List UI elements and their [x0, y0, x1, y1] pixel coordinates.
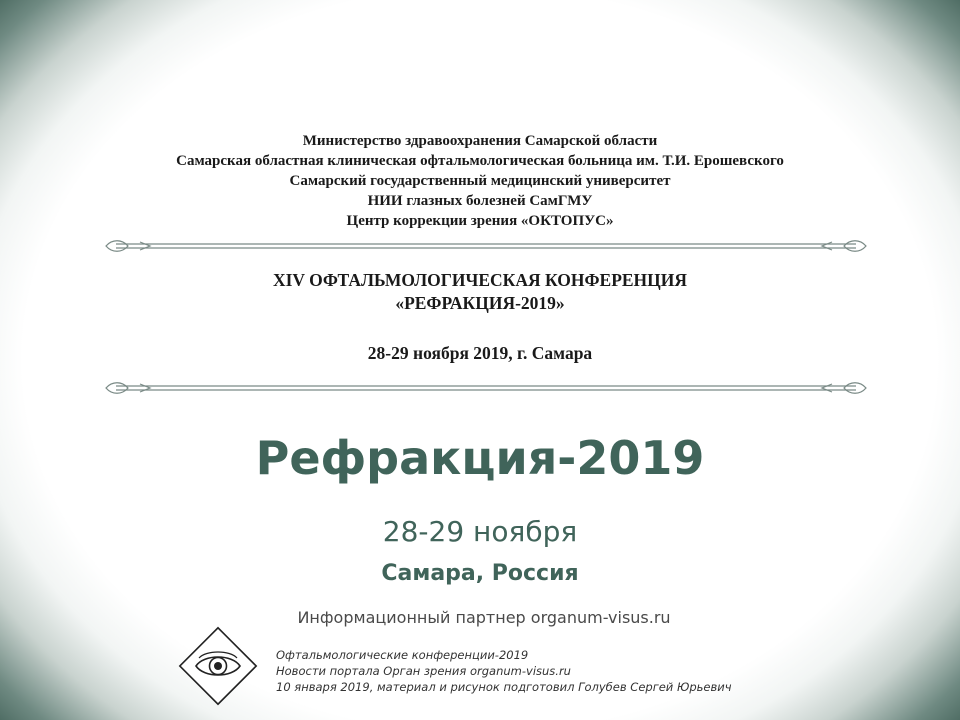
- conference-name: XIV ОФТАЛЬМОЛОГИЧЕСКАЯ КОНФЕРЕНЦИЯ: [272, 270, 688, 290]
- ornamental-divider-bottom: [104, 378, 868, 398]
- organizer-hospital: Самарская областная клиническая офтальмологическая больница им. Т.И. Ерошевского: [176, 153, 784, 169]
- footer-credits: [276, 647, 732, 695]
- organizers-block: [0, 131, 960, 231]
- footer-line-news: Новости портала Орган зрения organum-visus.ru: [276, 664, 571, 678]
- eye-icon: [172, 620, 264, 712]
- conference-heading: [0, 269, 960, 315]
- organizer-center: Центр коррекции зрения «ОКТОПУС»: [346, 213, 614, 229]
- organizer-institute: НИИ глазных болезней СамГМУ: [367, 193, 593, 209]
- organizer-university: Самарский государственный медицинский университет: [289, 173, 671, 189]
- footer-line-author: 10 января 2019, материал и рисунок подготовил Голубев Сергей Юрьевич: [276, 680, 732, 694]
- conference-subtitle: «РЕФРАКЦИЯ-2019»: [395, 293, 565, 313]
- event-city: Самара, Россия: [381, 561, 579, 586]
- page-title: Рефракция-2019: [255, 431, 705, 485]
- footer-line-conferences: Офтальмологические конференции-2019: [276, 648, 529, 662]
- organizer-ministry: Министерство здравоохранения Самарской области: [302, 133, 658, 149]
- conference-date-block: [0, 342, 960, 365]
- info-partner-text: Информационный партнер organum-visus.ru: [297, 608, 671, 627]
- ornamental-divider-top: [104, 236, 868, 256]
- conference-date-place: 28-29 ноября 2019, г. Самара: [367, 343, 593, 363]
- event-dates: 28-29 ноября: [382, 515, 578, 548]
